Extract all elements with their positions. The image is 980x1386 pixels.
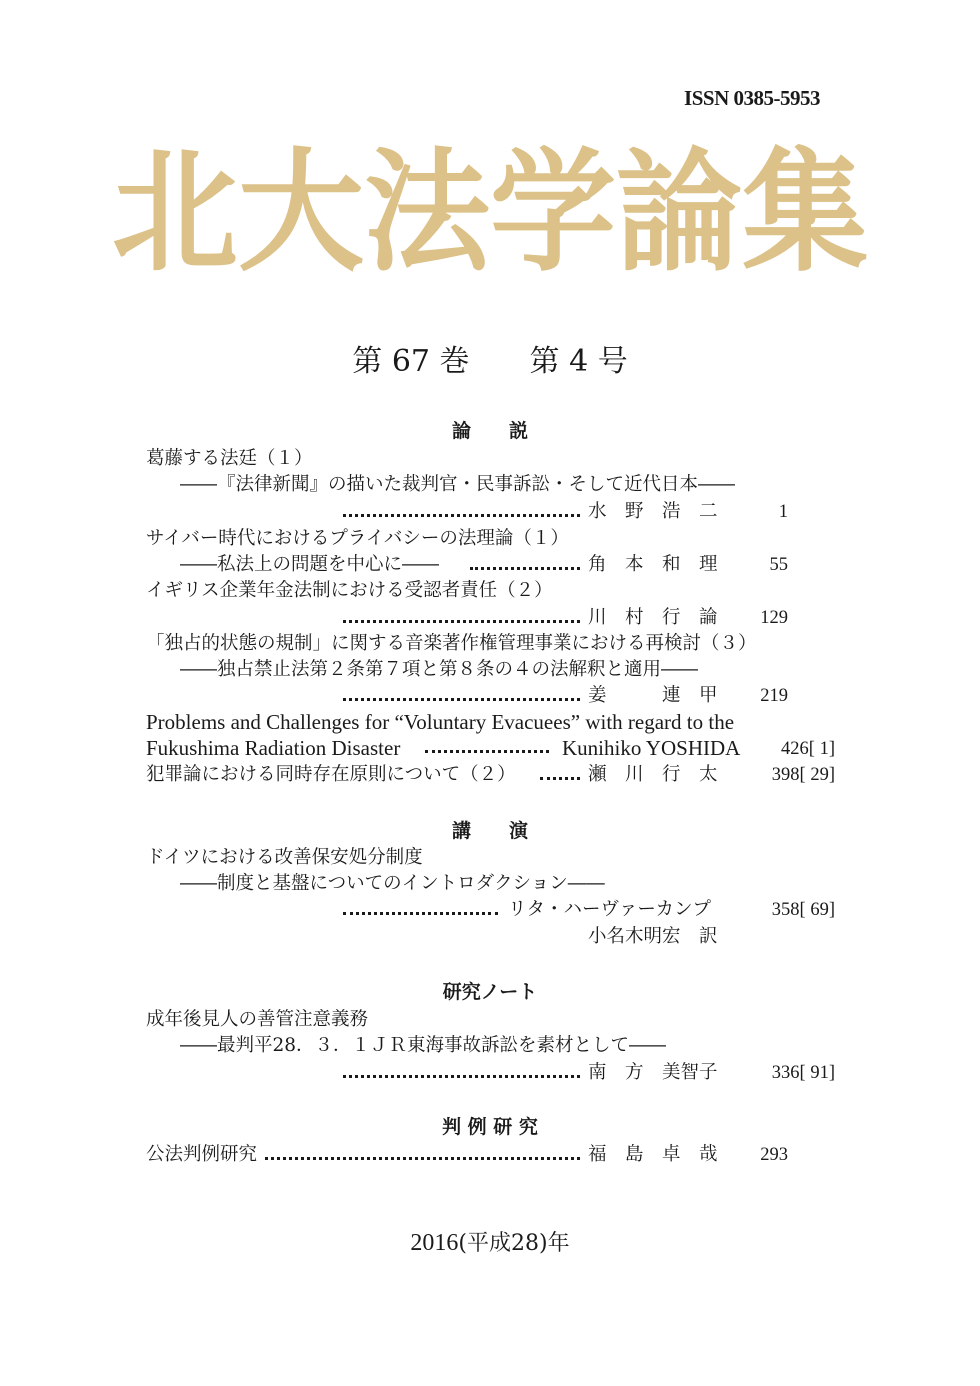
article-1-author: 水 野 浩 二 (588, 501, 718, 522)
note-1-page: 336[ 91] (771, 1063, 835, 1083)
section-heading-kouen: 講 演 (451, 820, 528, 842)
year-western: 2016 (410, 1230, 459, 1256)
volume-issue: 第 67 巻 第 4 号 (352, 344, 628, 379)
leader-dots (425, 750, 549, 753)
article-3-title: イギリス企業年金法制における受認者責任（２） (146, 580, 553, 601)
issn-number: ISSN 0385-5953 (684, 86, 820, 110)
year-era: (平成28) (458, 1231, 548, 1256)
article-2-page: 55 (769, 555, 788, 575)
lecture-1-title: ドイツにおける改善保安処分制度 (146, 847, 423, 868)
article-3-page: 129 (760, 608, 788, 628)
article-4-author: 姜 連 甲 (588, 685, 718, 706)
article-5-title-line1: Problems and Challenges for “Voluntary Evacuees” with regard to the (146, 710, 735, 734)
article-4-subtitle: ――独占禁止法第２条第７項と第８条の４の法解釈と適用―― (180, 659, 699, 680)
lecture-1-page: 358[ 69] (771, 900, 835, 920)
article-6-title: 犯罪論における同時存在原則について（２） (146, 764, 516, 785)
article-6-page: 398[ 29] (771, 765, 835, 785)
article-1-page: 1 (778, 502, 788, 522)
publication-year (0, 1226, 980, 1257)
article-5-author: Kunihiko YOSHIDA (562, 736, 741, 760)
article-2-subtitle: ――私法上の問題を中心に―― (180, 554, 440, 575)
lecture-1-author: リタ・ハーヴァーカンプ (508, 899, 711, 920)
lecture-1-translator: 小名木明宏 訳 (588, 926, 718, 947)
article-2-title: サイバー時代におけるプライバシーの法理論（１） (146, 528, 569, 549)
leader-dots (540, 777, 580, 780)
article-3-author: 川 村 行 論 (588, 607, 718, 628)
lecture-1-subtitle: ――制度と基盤についてのイントロダクション―― (180, 873, 605, 894)
note-1-subtitle: ――最判平28．３．１ＪＲ東海事故訴訟を素材として―― (180, 1035, 667, 1056)
article-2-author: 角 本 和 理 (588, 554, 718, 575)
section-heading-kenkyu-note: 研究ノート (442, 981, 538, 1003)
article-1-title: 葛藤する法廷（１） (146, 448, 313, 469)
leader-dots (343, 514, 580, 517)
year-suffix: 年 (547, 1231, 570, 1256)
case-1-author: 福 島 卓 哉 (588, 1144, 718, 1165)
article-5-page: 426[ 1] (781, 739, 835, 759)
article-4-page: 219 (760, 686, 788, 706)
note-1-title: 成年後見人の善管注意義務 (146, 1009, 369, 1030)
journal-title: 北大法学論集 (112, 135, 868, 290)
article-1-subtitle: ――『法律新聞』の描いた裁判官・民事訴訟・そして近代日本―― (180, 474, 736, 495)
note-1-author: 南 方 美智子 (588, 1062, 718, 1083)
article-4-title: 「独占的状態の規制」に関する音楽著作権管理事業における再検討（３） (146, 633, 757, 654)
section-heading-ronsetsu: 論 説 (451, 420, 528, 442)
article-5-title-line2: Fukushima Radiation Disaster (146, 736, 401, 760)
leader-dots (343, 1075, 580, 1078)
leader-dots (343, 620, 580, 623)
leader-dots (343, 698, 580, 701)
case-1-title: 公法判例研究 (146, 1144, 258, 1165)
leader-dots (343, 912, 498, 915)
case-1-page: 293 (760, 1145, 788, 1165)
leader-dots (470, 567, 580, 570)
section-heading-hanrei: 判 例 研 究 (442, 1116, 538, 1138)
leader-dots (265, 1157, 580, 1160)
article-6-author: 瀬 川 行 太 (588, 764, 718, 785)
